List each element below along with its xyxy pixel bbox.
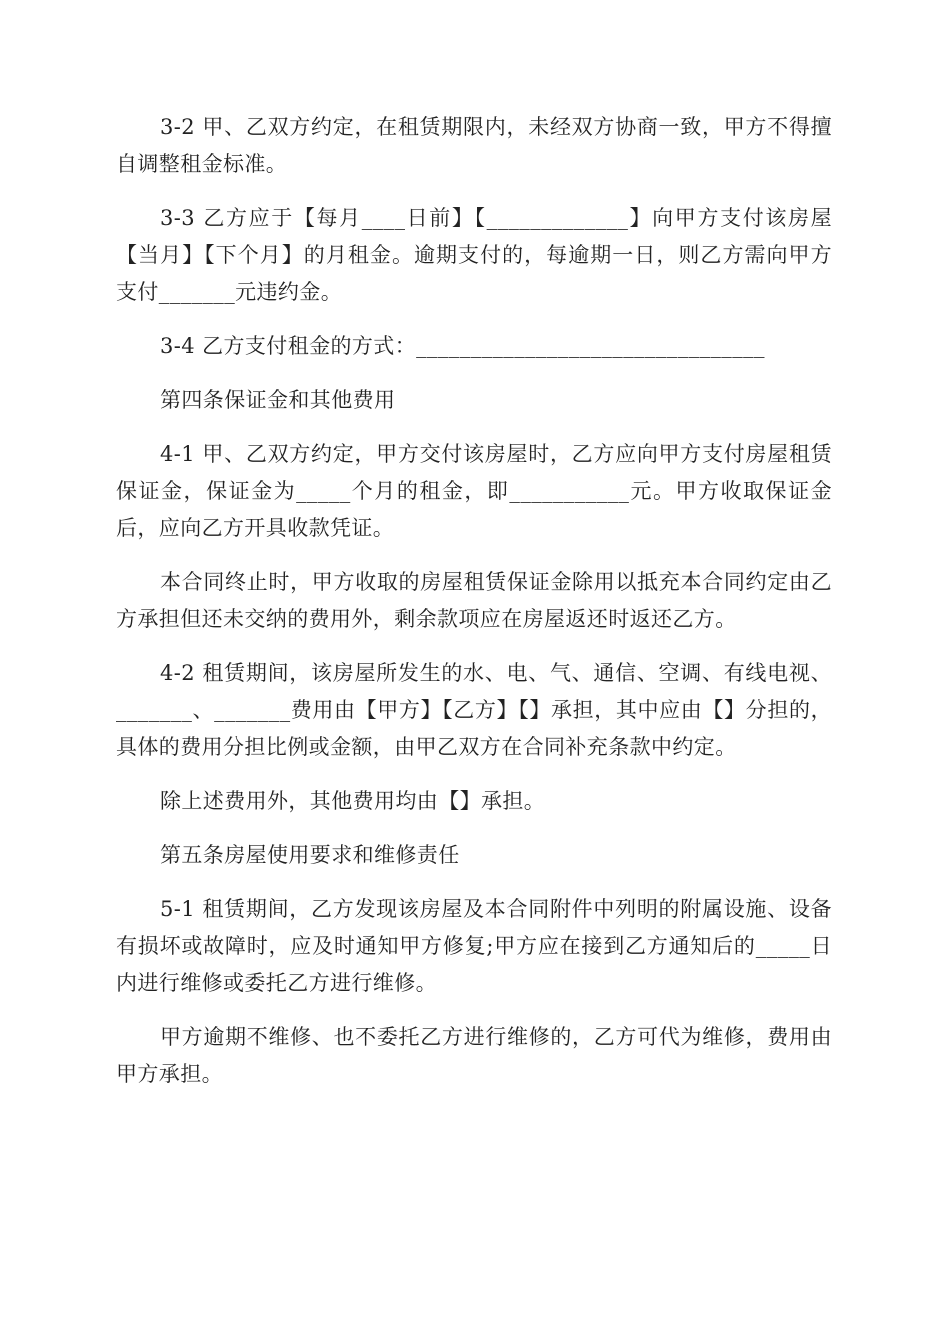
- clause-4-2: 4-2 租赁期间，该房屋所发生的水、电、气、通信、空调、有线电视、_______、_______费用由【甲方】【乙方】【】承担，其中应由【】分担的，具体的费用分担比例或金额，由甲乙双方在合同补充条款中约定。: [116, 661, 832, 759]
- section-heading-4: 第四条保证金和其他费用: [160, 388, 396, 412]
- section-heading-5: 第五条房屋使用要求和维修责任: [160, 843, 460, 867]
- clause-4-other-fees: 除上述费用外，其他费用均由【】承担。: [160, 789, 546, 813]
- clause-3-4: 3-4 乙方支付租金的方式：________________________________: [160, 334, 765, 358]
- clause-5-1-overdue: 甲方逾期不维修、也不委托乙方进行维修的，乙方可代为维修，费用由甲方承担。: [116, 1025, 832, 1086]
- clause-4-1: 4-1 甲、乙双方约定，甲方交付该房屋时，乙方应向甲方支付房屋租赁保证金，保证金为_____个月的租金，即___________元。甲方收取保证金后，应向乙方开具收款凭证。: [116, 442, 832, 540]
- clause-5-1: 5-1 租赁期间，乙方发现该房屋及本合同附件中列明的附属设施、设备有损坏或故障时，应及时通知甲方修复;甲方应在接到乙方通知后的_____日内进行维修或委托乙方进行维修。: [116, 897, 832, 995]
- document-body: [116, 109, 832, 1110]
- clause-3-3: 3-3 乙方应于【每月____日前】【_____________】向甲方支付该房屋【当月】【下个月】的月租金。逾期支付的，每逾期一日，则乙方需向甲方支付_______元违约金。: [116, 206, 832, 304]
- clause-4-1-termination: 本合同终止时，甲方收取的房屋租赁保证金除用以抵充本合同约定由乙方承担但还未交纳的费用外，剩余款项应在房屋返还时返还乙方。: [116, 570, 832, 631]
- clause-3-2: 3-2 甲、乙双方约定，在租赁期限内，未经双方协商一致，甲方不得擅自调整租金标准。: [116, 115, 832, 176]
